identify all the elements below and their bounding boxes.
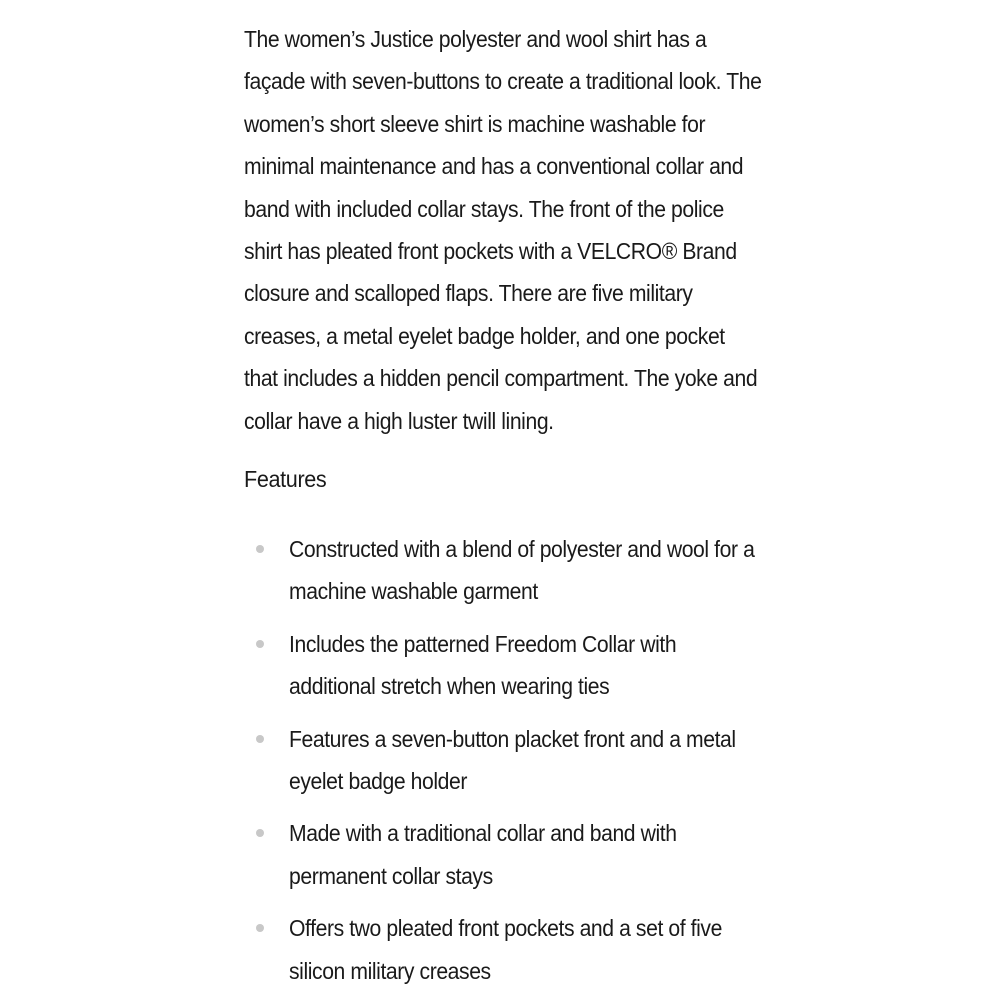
list-item	[244, 718, 804, 803]
feature-text: Offers two pleated front pockets and a set of five silicon military creases	[289, 915, 722, 984]
features-list	[244, 528, 804, 1002]
list-item	[244, 907, 804, 992]
product-description: The women’s Justice polyester and wool shirt has a façade with seven-buttons to create a traditional look. The women’s short sleeve shirt is machine washable for minimal maintenance and has a conventional collar and band with included collar stays. The front of the police shirt has pleated front pockets with a VELCRO® Brand closure and scalloped flaps. There are five military creases, a metal eyelet badge holder, and one pocket that includes a hidden pencil compartment. The yoke and collar have a high luster twill lining.	[244, 26, 762, 434]
bullet-icon	[256, 640, 264, 648]
feature-text: Features a seven-button placket front and a metal eyelet badge holder	[289, 725, 736, 795]
bullet-icon	[256, 829, 264, 837]
list-item	[244, 623, 804, 708]
feature-text: Constructed with a blend of polyester and wool for a machine washable garment	[289, 536, 755, 605]
bullet-icon	[256, 924, 264, 932]
list-item	[244, 812, 804, 897]
feature-text: Includes the patterned Freedom Collar with additional stretch when wearing ties	[289, 630, 677, 700]
bullet-icon	[256, 545, 264, 553]
features-heading: Features	[244, 466, 327, 492]
feature-text: Made with a traditional collar and band with permanent collar stays	[289, 820, 677, 889]
bullet-icon	[256, 735, 264, 743]
list-item	[244, 528, 804, 613]
product-details	[244, 18, 764, 984]
